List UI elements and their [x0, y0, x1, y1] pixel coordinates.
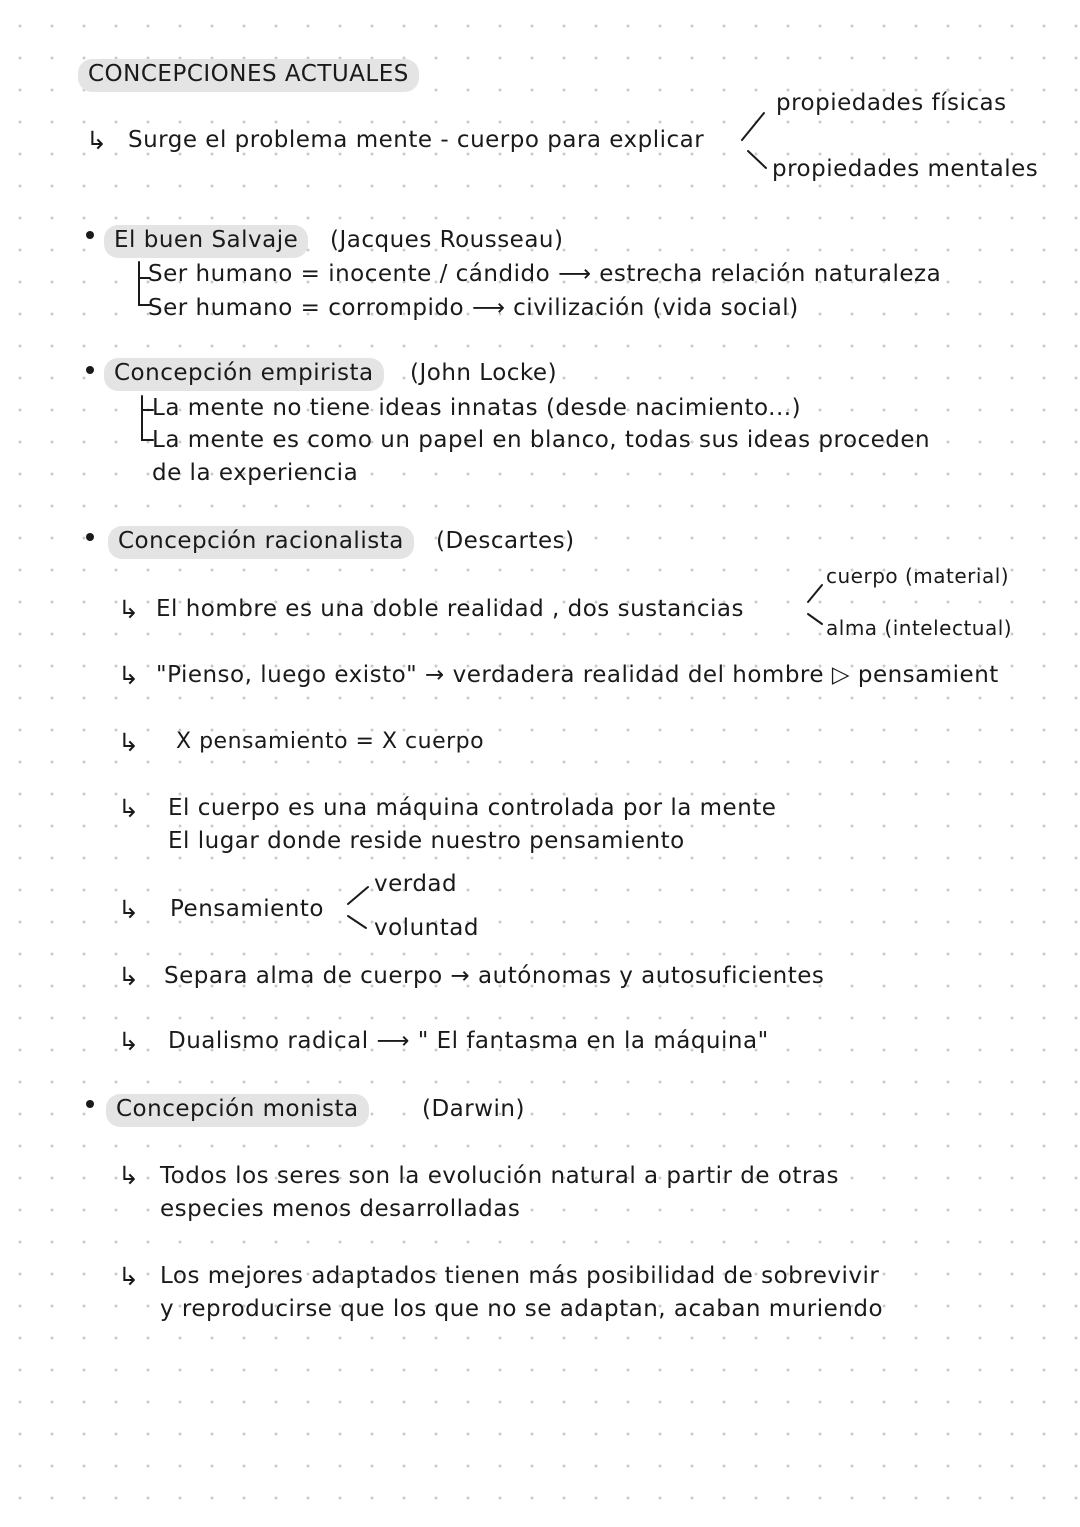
- racionalista-item-3: X pensamiento = X cuerpo: [176, 729, 485, 754]
- section-author-empirista: (John Locke): [410, 360, 558, 386]
- section-author-racionalista: (Descartes): [436, 528, 575, 554]
- racionalista-item-5-bottom: voluntad: [374, 915, 479, 941]
- branch-line-icon: [748, 151, 766, 168]
- racionalista-item-2: "Pienso, luego existo" → verdadera realidad del hombre ▷ pensamient: [156, 662, 999, 688]
- monista-item-1-line-2: especies menos desarrolladas: [160, 1196, 521, 1222]
- racionalista-item-4-line-2: El lugar donde reside nuestro pensamiento: [168, 828, 685, 854]
- empirista-line-2: La mente es como un papel en blanco, todas sus ideas proceden: [152, 427, 931, 453]
- arrow-icon: ↳: [118, 794, 140, 823]
- arrow-icon: ↳: [118, 1161, 140, 1190]
- intro-text: Surge el problema mente - cuerpo para explicar: [128, 127, 705, 153]
- monista-item-1-line-1: Todos los seres son la evolución natural a partir de otras: [160, 1163, 839, 1189]
- intro-branch-top: propiedades físicas: [776, 90, 1007, 116]
- empirista-line-1: La mente no tiene ideas innatas (desde nacimiento...): [152, 395, 802, 421]
- racionalista-item-1: El hombre es una doble realidad , dos sustancias: [156, 596, 744, 622]
- salvaje-line-1: Ser humano = inocente / cándido ⟶ estrecha relación naturaleza: [148, 261, 942, 287]
- arrow-icon: ↳: [118, 895, 140, 924]
- arrow-icon: ↳: [118, 661, 140, 690]
- monista-item-2-line-2: y reproducirse que los que no se adaptan, acaban muriendo: [160, 1296, 884, 1322]
- monista-item-2-line-1: Los mejores adaptados tienen más posibilidad de sobrevivir: [160, 1263, 880, 1289]
- page-title: CONCEPCIONES ACTUALES: [78, 59, 419, 92]
- section-author-salvaje: (Jacques Rousseau): [330, 227, 564, 253]
- section-title-empirista: Concepción empirista: [104, 358, 384, 391]
- arrow-icon: ↳: [118, 1027, 140, 1056]
- branch-line-icon: [742, 113, 764, 140]
- arrow-icon: ↳: [118, 728, 140, 757]
- branch-line-icon: [808, 614, 822, 624]
- racionalista-item-7: Dualismo radical ⟶ " El fantasma en la máquina": [168, 1028, 769, 1054]
- intro-branch-bottom: propiedades mentales: [772, 156, 1039, 182]
- salvaje-line-2: Ser humano = corrompido ⟶ civilización (vida social): [148, 295, 799, 321]
- arrow-icon: ↳: [118, 962, 140, 991]
- arrow-icon: ↳: [118, 1262, 140, 1291]
- racionalista-item-5-top: verdad: [374, 871, 458, 897]
- branch-line-icon: [348, 916, 366, 928]
- racionalista-item-6: Separa alma de cuerpo → autónomas y autosuficientes: [164, 963, 825, 989]
- bracket-icon: [139, 262, 150, 305]
- empirista-line-3: de la experiencia: [152, 460, 359, 486]
- racionalista-item-1-top: cuerpo (material): [826, 564, 1010, 588]
- branch-line-icon: [808, 585, 822, 602]
- section-author-monista: (Darwin): [422, 1096, 525, 1122]
- arrow-icon: ↳: [86, 126, 108, 155]
- branch-line-icon: [348, 887, 368, 904]
- racionalista-item-5: Pensamiento: [170, 896, 324, 922]
- racionalista-item-4-line-1: El cuerpo es una máquina controlada por la mente: [168, 795, 777, 821]
- arrow-icon: ↳: [118, 595, 140, 624]
- racionalista-item-1-bottom: alma (intelectual): [826, 616, 1013, 640]
- section-title-monista: Concepción monista: [106, 1094, 369, 1127]
- bracket-icon: [142, 396, 153, 440]
- section-title-salvaje: El buen Salvaje: [104, 225, 308, 258]
- section-title-racionalista: Concepción racionalista: [108, 526, 414, 559]
